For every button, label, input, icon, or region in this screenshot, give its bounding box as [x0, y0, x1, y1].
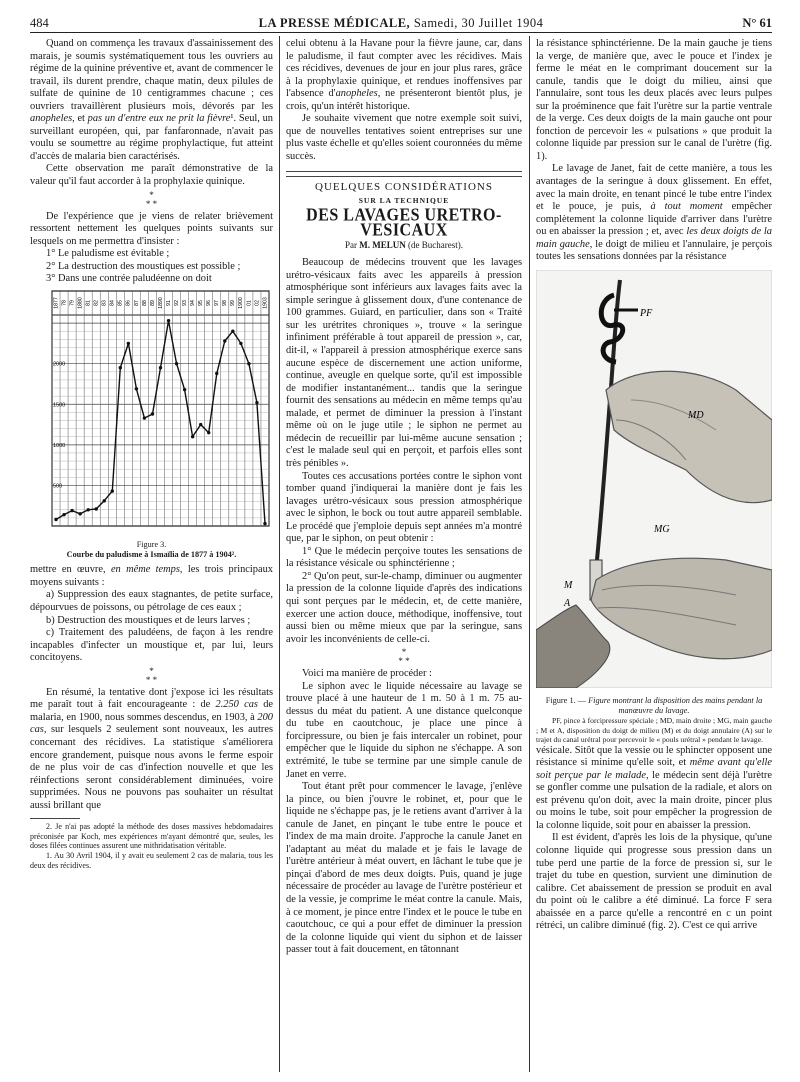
x-tick-label: 88 [141, 299, 148, 306]
text-run: , sur lesquels 2 seulement sont nouveaux, les autres concernant des récidives. La statistique s'améliorera encore grandement, puisque nous avons le ferme espoir de ne plus voir de cas d'infection nouvelle et que les réinfections seront considérablement diminuées, voire supprimées. Nous ne pouvons pas souhaiter un résultat aussi brillant que [30, 724, 273, 811]
article-author [286, 239, 522, 252]
text-run: En résumé, la tentative dont j'expose ici les résultats me paraît tout à fait encourageante : de [30, 686, 273, 711]
text-run: celui obtenu à la Havane pour la fièvre jaune, car, dans le paludisme, il faut compter avec les récidives. Mais ces récidives, devenues de jour en jour plus rares, grâce à la prophylaxie quinique, et rendues inoffensives par l'absence d' [286, 38, 522, 100]
x-tick-label: 81 [85, 299, 92, 306]
paragraph: la résistance sphinctérienne. De la main gauche je tiens la verge, de manière que, avec le pouce et l'index je ferme le méat en le comprimant doucement sur la canule, tandis que le doigt du milieu, ainsi que l'annulaire, sont tous les deux placés avec leurs pulpes sur la proéminence que fait l'urètre sur la partie ventrale de la verge. Ces deux doigts de la main gauche ont pour fonction de percevoir les « pulsations » que produit la colonne liquide par pression sur le canal de l'urètre (fig. 1). [536, 38, 772, 162]
paragraph: Voici ma manière de procéder : [302, 668, 432, 680]
chart-frame [52, 291, 269, 526]
footnote-rule [30, 818, 80, 819]
data-point [215, 372, 218, 375]
section-stars: * * * [145, 189, 158, 209]
hands-lavage-illustration [536, 270, 772, 688]
malaria-curve-chart [30, 289, 273, 534]
x-tick-label: 94 [190, 299, 197, 306]
issue-number: N° 61 [742, 16, 772, 30]
label-mg: MG [654, 523, 670, 535]
list-item: c) Traitement des paludéens, de façon à les rendre incapables d'infecter un moustique et, par lui, leurs concitoyens. [30, 627, 273, 664]
x-tick-label: 91 [165, 299, 172, 306]
x-tick-label: 84 [109, 299, 116, 306]
x-tick-label: 98 [222, 299, 229, 306]
paragraph: Cette observation me paraît démonstrative de la valeur qu'il faut accorder à la prophylaxie quinique. [30, 163, 273, 188]
data-point [191, 435, 194, 438]
paragraph [30, 687, 273, 812]
footnote: 2. Je n'ai pas adopté la méthode des doses massives hebdomadaires préconisée par Koch, mes expériences m'ayant démontré que, seules, les doses filées continues assurent une mithridatisation véritable. [30, 822, 273, 851]
author-name: M. MELUN [359, 239, 406, 250]
x-tick-label: 1903 [262, 297, 269, 309]
data-point [111, 489, 114, 492]
article-title-block [286, 181, 522, 251]
paragraph [30, 564, 273, 589]
data-point [159, 366, 162, 369]
paragraph: De l'expérience que je viens de relater brièvement ressortent nettement les quelques points suivants sur lesquels on me permettra d'insister : [30, 210, 273, 247]
text-run: , ne présenteront bientôt plus, je crois, qu'un intérêt historique. [286, 88, 522, 112]
text-run: de malaria, en 1900, nous sommes descendus, en 1903, à [30, 699, 274, 723]
text-run: Figure 1. — [545, 696, 589, 706]
page-number: 484 [30, 16, 49, 30]
x-tick-label: 82 [93, 299, 100, 306]
x-tick-label: 86 [125, 299, 132, 306]
figure-3-caption [30, 540, 273, 560]
data-point [183, 388, 186, 391]
section-stars: * * * [145, 665, 158, 685]
list-item: 3° Dans une contrée paludéenne on doit [46, 273, 212, 285]
y-tick-label: 500 [53, 483, 63, 490]
paragraph: Toutes ces accusations portées contre le siphon vont tomber quand j'indiquerai la manière dont je fais les lavages urétro-vésicaux sous pression atmosphérique avec le siphon, le bock ou tout autre appareil semblable. Le procédé que j'emploie depuis sept années m'a montré que, par le siphon, on peut obtenir : [286, 470, 522, 545]
data-point [143, 416, 146, 419]
x-tick-label: 99 [230, 299, 237, 306]
x-tick-label: 95 [198, 299, 205, 306]
data-point [175, 362, 178, 365]
text-run: , et [72, 113, 88, 125]
figure-label: Figure 3. [136, 540, 167, 550]
data-point [263, 522, 266, 525]
running-header [30, 14, 772, 33]
data-point [70, 509, 73, 512]
paragraph [286, 38, 522, 113]
list-item: b) Destruction des moustiques et de leurs larves ; [46, 614, 251, 626]
x-tick-label: 97 [214, 299, 221, 306]
data-point [86, 508, 89, 511]
text-run: pas un d'entre eux ne prit la fièvre [87, 113, 231, 125]
paragraph: Tout étant prêt pour commencer le lavage, j'enlève la pince, ou bien j'ouvre le robinet, et, pour que le liquide ne s'échappe pas, je le retiens avant d'arriver à la canule de Janet, en pinçant le tube entre le pouce et l'index de ma main droite. J'approche la canule Janet en l'adaptant au méat du malade et je fais le lavage de l'urètre antérieur à méat ouvert, en lâchant le tube que je pinçai d'abord de mes deux doigts. Puis, quand je juge nécessaire de procéder au lavage de l'urètre postérieur et de la vessie, je comprime le méat contre la canule. Mais, à ce moment, je pince entre l'index et le pouce le tube en caoutchouc, ce qui a pour effet de diminuer la pression de la colonne liquide qui vient du siphon et de laisser passer tout à fait doucement, en tâtonnant [286, 781, 522, 956]
paragraph: Il est évident, d'après les lois de la physique, qu'une colonne liquide qui progresse sous pression dans un tube perd une partie de la force de pression si, sur le trajet du tube en question, survient une diminution de calibre. Cet abaissement de pression se produit en aval du point où le calibre a été diminué. La force F sera abaissée en a parce qu'elle a rencontré en c un point rétréci, un calibre diminué (fig. 2). C'est ce qui arrive [536, 832, 772, 932]
x-tick-label: 83 [101, 299, 108, 306]
x-tick-label: 78 [61, 299, 68, 306]
text-run: anopheles [335, 88, 378, 100]
x-tick-label: 85 [117, 299, 124, 306]
text-run: mettre en œuvre, [30, 564, 111, 576]
paragraph: Beaucoup de médecins trouvent que les lavages urétro-vésicaux faits avec les appareils à pression atmosphérique sont inférieurs aux lavages faits avec la simple seringue à glissement doux, d'une contenance de 100 grammes. Guiard, en particulier, dans son « Traité sur les urétrites chroniques », trouve « la seringue infiniment préférable à tout appareil de pression », car, dit-il, « l'appareil à pression atmosphérique exerce sans aucune espèce de discernement une action uniforme, continue, aveugle en quelque sorte, qu'il est impossible de modifier instantanément... tandis que la seringue fournit des sensations au médecin en même temps qu'au malade, et permet de diminuer la pression à l'instant même où on le juge utile ; le siphon ne permet au médecin de recueillir par lui-même aucune sensation ; c'est le malade seul qui en perçoit, et parfois elles sont très pénibles ». [286, 257, 522, 469]
text-run: même avant qu'elle soit perçue par le malade [536, 757, 772, 781]
data-point [119, 366, 122, 369]
article-subtitle: SUR LA TECHNIQUE [358, 196, 450, 206]
paragraph [30, 38, 273, 163]
data-point [231, 329, 234, 332]
text-run: les deux doigts de la main gauche [536, 226, 773, 250]
y-tick-label: 2000 [53, 361, 66, 368]
text-run: (de Bucharest). [405, 239, 463, 250]
list-item: 2° La destruction des moustiques est possible ; [46, 260, 241, 272]
text-run: 2.250 cas [215, 699, 258, 711]
data-point [247, 362, 250, 365]
data-point [127, 342, 130, 345]
column-3 [536, 38, 772, 933]
text-run: Quand on commença les travaux d'assainissement des marais, je soumis systématiquement tous les ouvriers au régime de la quinine préventive et, avant de commencer le travail, ils durent prendre, chaque matin, deux pilules de sulfate de quinine de 10 centigrammes chacune ; ces ouvriers travaillèrent plusieurs mois, dévorés par les [30, 38, 273, 112]
text-run: , le médecin sent déjà l'urètre se gonfler comme une pulsation de la radiale, et alors on est prévenu qu'on doit, avec la main droite, pincer plus ou moins le tube, soit pour empêcher la progression de la colonne liquide, soit pour en abaisser la pression. [536, 769, 772, 831]
paragraph: 1° Que le médecin perçoive toutes les sensations de la résistance vésicale ou sphinctérienne ; [286, 545, 522, 570]
data-point [95, 507, 98, 510]
issue-date: Samedi, 30 Juillet 1904 [410, 16, 544, 30]
label-m: M [564, 579, 573, 591]
label-a: A [564, 597, 571, 609]
x-tick-label: 1900 [238, 297, 245, 309]
x-tick-label: 01 [246, 299, 253, 306]
data-point [135, 387, 138, 390]
data-point [223, 339, 226, 342]
x-tick-label: 1880 [77, 297, 84, 309]
article-rule [286, 171, 522, 172]
figure-caption-text: Courbe du paludisme à Ismaïlia de 1877 à 1904². [66, 550, 237, 560]
data-point [54, 518, 57, 521]
text-run: Par [345, 239, 360, 250]
article-supertitle: QUELQUES CONSIDÉRATIONS [315, 181, 493, 194]
paragraph: 2° Qu'on peut, sur-le-champ, diminuer ou augmenter la pression de la colonne liquide d'après des indications qui sont perçues par le médecin, et, de cette manière, exercer une action douce, méthodique, inoffensive, tout aussi bien ou même mieux que par la seringue, sans avoir les inconvénients de celle-ci. [286, 570, 522, 645]
section-stars: * * * [398, 647, 410, 667]
text-run: , les trois principaux moyens suivants : [30, 564, 273, 588]
paragraph: Le siphon avec le liquide nécessaire au lavage se trouve placé à une hauteur de 1 m. 50 à 1 m. 75 au-dessus du méat du patient. A une distance quelconque du tube en caoutchouc, je place une pince à forcipressure, ou bien je fais intercaler un robinet, pour empêcher que le liquide du siphon ne s'échappe. A son extrémité, le tube se termine par une simple canule de Janet en verre. [286, 680, 522, 780]
text-run: ¹. Seul, un surveillant européen, qui, par fanfaronnade, n'avait pas voulu se soumettre au régime prophylactique, fut atteint d'accès de malaria bien caractérisés. [30, 113, 273, 162]
footnote: 1. Au 30 Avril 1904, il y avait eu seulement 2 cas de malaria, tous les deux des récidives. [30, 851, 273, 870]
x-tick-label: 02 [254, 299, 261, 306]
text-run: empêcher complètement la colonne liquide d'arriver dans l'urètre ou en abaisser la pression ; et, avec [536, 201, 772, 238]
text-run: en même temps [110, 564, 180, 576]
data-point [239, 342, 242, 345]
text-run: Le lavage de Janet, fait de cette manière, a tous les avantages de la seringue à doux glissement. En effet, avec la main droite, en tenant pincé le tube entre l'index et le pouce, je puis, [536, 163, 772, 213]
text-run: 200 cas [30, 711, 273, 736]
data-point [78, 512, 81, 515]
data-point [167, 319, 170, 322]
data-point [62, 513, 65, 516]
column-2 [286, 38, 522, 957]
x-tick-label: 87 [133, 299, 140, 306]
text-run: Figure montrant la disposition des mains pendant la manœuvre du lavage. [588, 696, 763, 716]
x-tick-label: 1877 [53, 297, 60, 309]
column-rule-1 [279, 36, 280, 1072]
data-point [103, 499, 106, 502]
article-title: DES LAVAGES URETRO-VESICAUX [306, 205, 502, 240]
x-tick-label: 92 [173, 299, 180, 306]
label-md: MD [688, 409, 704, 421]
list-item: 1° Le paludisme est évitable ; [46, 248, 170, 260]
data-point [151, 412, 154, 415]
x-tick-label: 89 [149, 299, 156, 306]
paragraph: Je souhaite vivement que notre exemple soit suivi, que de nouvelles tentatives soient entreprises sur une plus vaste échelle et qu'elles soient couronnées du même succès. [286, 113, 522, 162]
text-run: , le doigt de milieu et l'annulaire, je perçois toutes les sensations données par la résistance [536, 238, 772, 263]
x-tick-label: 96 [206, 299, 213, 306]
journal-title-line [30, 16, 772, 31]
text-run: anopheles [30, 113, 73, 125]
y-tick-label: 1000 [53, 442, 66, 449]
x-tick-label: 93 [181, 299, 188, 306]
column-1 [30, 38, 273, 870]
article-rule [286, 176, 522, 177]
y-tick-label: 1500 [53, 402, 66, 409]
label-pf: PF [640, 307, 653, 319]
list-item: a) Suppression des eaux stagnantes, de petite surface, dépourvues de poissons, ou pétrolage de ces eaux ; [30, 589, 273, 614]
data-point [255, 401, 258, 404]
text-run: à tout moment [650, 201, 723, 213]
paragraph [536, 745, 772, 833]
column-rule-2 [529, 36, 530, 1072]
paragraph [536, 163, 772, 263]
figure-1-caption [536, 696, 772, 716]
text-run: vésicale. Sitôt que la vessie ou le sphincter opposent une résistance si minime qu'elle soit, et [536, 744, 772, 769]
journal-name: LA PRESSE MÉDICALE, [258, 16, 411, 30]
data-point [199, 423, 202, 426]
x-tick-label: 1890 [157, 297, 164, 309]
figure-1-legend: PF, pince à forcipressure spéciale ; MD, main droite ; MG, main gauche ; M et A, disposition du doigt de milieu (M) et du doigt annulaire (A) sur le trajet du canal urétral pour percevoir le « pouls urétral » pendant le lavage. [536, 716, 772, 745]
x-tick-label: 79 [69, 299, 76, 306]
data-point [207, 431, 210, 434]
